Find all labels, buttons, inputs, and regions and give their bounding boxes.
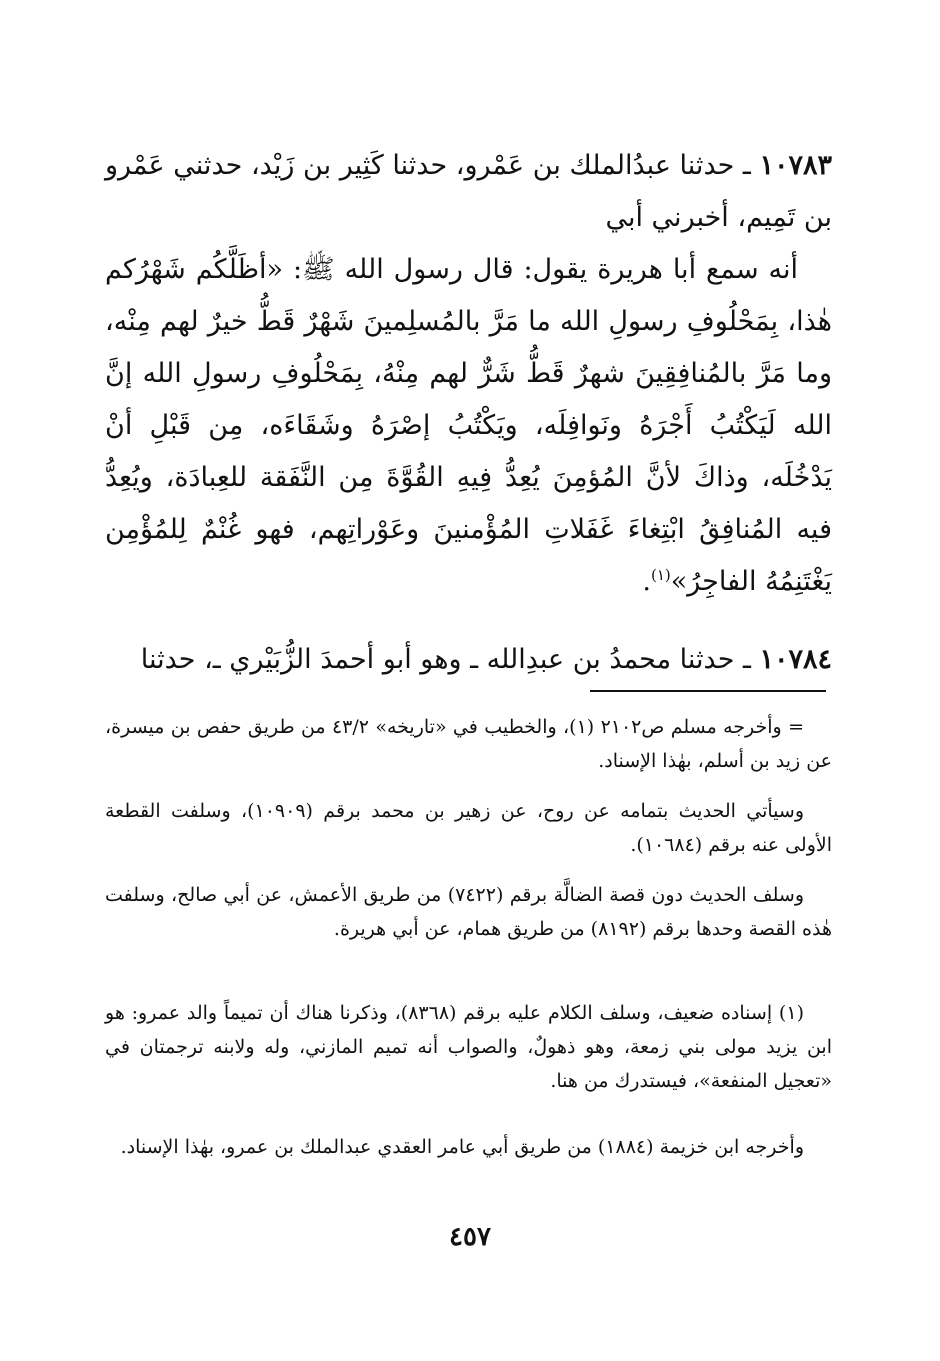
hadith-body-text: أنه سمع أبا هريرة يقول: قال رسول الله ﷺ: «أظَلَّكُم شَهْرُكم هٰذا، بِمَحْلُوفِ رسولِ الله ما مَرَّ بالمُسلِمينَ شَهْرٌ قَطُّ خيرٌ لهم مِنْه، وما مَرَّ بالمُنافِقِينَ شهرٌ قَطُّ شَرٌّ لهم مِنْهُ، بِمَحْلُوفِ رسولِ الله إنَّ الله لَيَكْتُبُ أَجْرَهُ ونَوافِلَه، ويَكْتُبُ إصْرَهُ وشَقَاءَه، مِن قَبْلِ أنْ يَدْخُلَه، وذاكَ لأنَّ المُؤمِنَ يُعِدُّ فِيهِ القُوَّةَ مِن النَّفَقة للعِبادَة، ويُعِدُّ فيه المُنافِقُ ابْتِغاءَ غَفَلاتِ المُؤْمنينَ وعَوْراتِهم، فهو غُنْمٌ لِلمُؤْمِن يَغْتَنِمُهُ الفاجِرُ» <box>105 254 832 597</box>
hadith-10783-chain <box>105 140 832 244</box>
hadith-chain-text: ـ حدثنا محمدُ بن عبدِالله ـ وهو أبو أحمدَ الزُّبَيْري ـ، حدثنا <box>140 644 760 675</box>
hadith-body-end: . <box>642 566 651 597</box>
hadith-number: ١٠٧٨٣ <box>759 150 832 181</box>
footnote-paragraph: وسيأتي الحديث بتمامه عن روح، عن زهير بن محمد برقم (١٠٩٠٩)، وسلفت القطعة الأولى عنه برقم (١٠٦٨٤). <box>105 800 832 856</box>
hadith-10784-chain <box>105 634 832 686</box>
hadith-number: ١٠٧٨٤ <box>759 644 832 675</box>
footnote-1: (١) إسناده ضعيف، وسلف الكلام عليه برقم (٨٣٦٨)، وذكرنا هناك أن تميماً والد عمرو: هو ابن يزيد مولى بني زمعة، وهو ذهولٌ، والصواب أنه تميم المازني، وله ولابنه ترجمتان في «تعجيل المنفعة»، فيستدرك من هنا. <box>105 1002 832 1092</box>
footnote-separator <box>590 690 826 692</box>
hadith-10783-body <box>105 244 832 608</box>
footnote-carry-over: = وأخرجه مسلم ص٢١٠٢ (١)، والخطيب في «تاريخه» ٤٣/٢ من طريق حفص بن ميسرة، عن زيد بن أسلم، بهٰذا الإسناد. <box>105 716 832 772</box>
page-number: ٤٥٧ <box>449 1222 491 1252</box>
footnote-marker: (١) <box>650 566 671 584</box>
hadith-chain-text: ـ حدثنا عبدُالملك بن عَمْرو، حدثنا كَثِير بن زَيْد، حدثني عَمْرو بن تَمِيم، أخبرني أبي <box>105 150 832 233</box>
footnote-paragraph: وأخرجه ابن خزيمة (١٨٨٤) من طريق أبي عامر العقدي عبدالملك بن عمرو، بهٰذا الإسناد. <box>120 1136 804 1158</box>
footnote-paragraph: وسلف الحديث دون قصة الضالَّة برقم (٧٤٢٢) من طريق الأعمش، عن أبي صالح، وسلفت هٰذه القصة وحدها برقم (٨١٩٢) من طريق همام، عن أبي هريرة. <box>105 884 832 940</box>
